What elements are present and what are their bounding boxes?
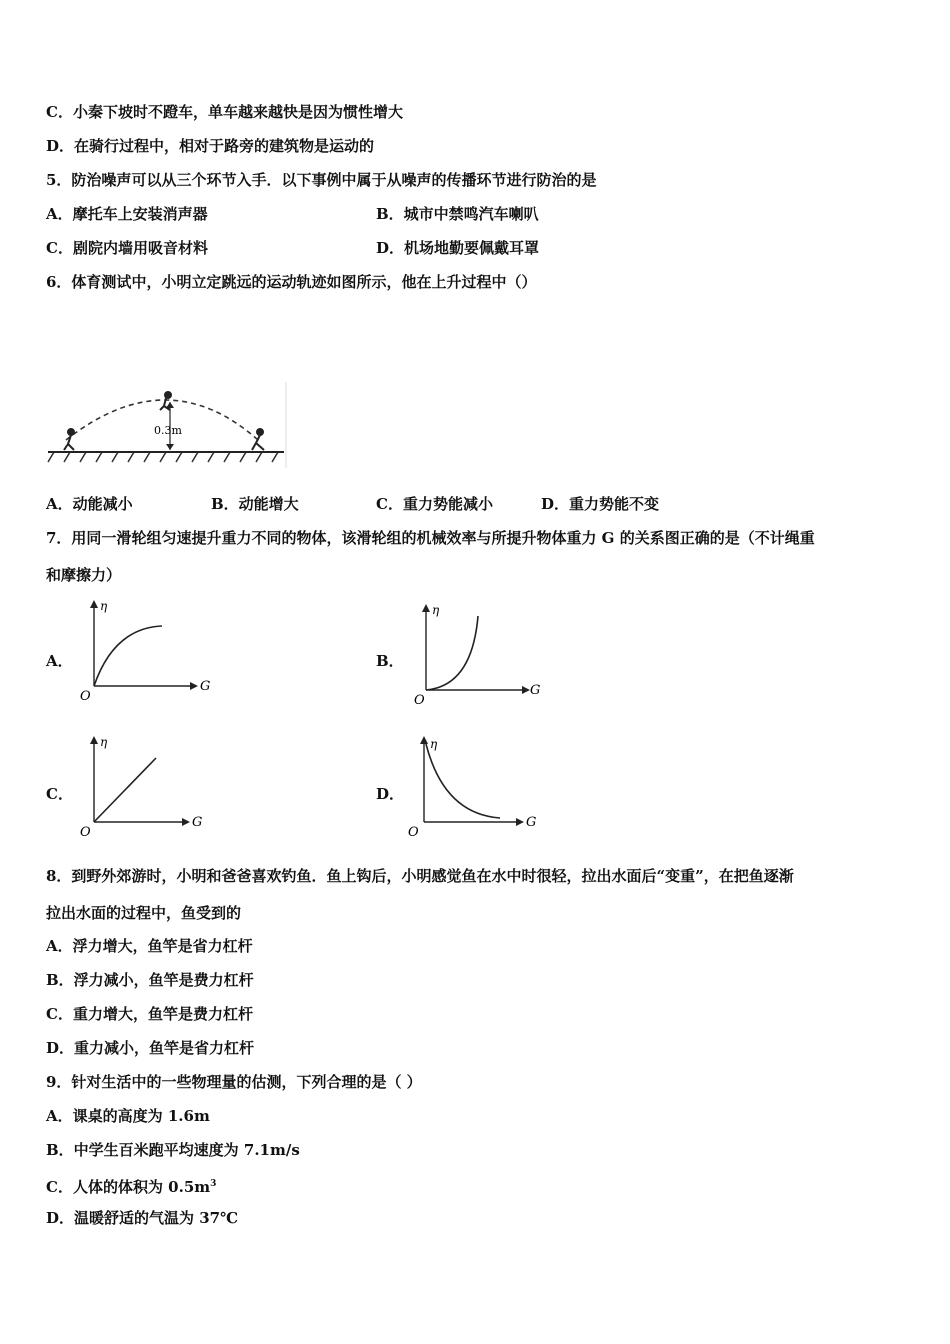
q6-option-c: C．重力势能减小 bbox=[376, 495, 493, 513]
q8-stem-line1: 8．到野外郊游时，小明和爸爸喜欢钓鱼．鱼上钩后，小明感觉鱼在水中时很轻，拉出水面后“变重”，在把鱼逐渐 bbox=[46, 867, 794, 885]
graph-b bbox=[406, 598, 546, 708]
graph-a-curve bbox=[94, 626, 162, 686]
q9-option-c-text: C．人体的体积为 0.5m bbox=[46, 1178, 211, 1196]
graph-d-label: D． bbox=[376, 785, 405, 803]
q6-option-a: A．动能减小 bbox=[46, 495, 133, 513]
graph-b-y-label: η bbox=[432, 603, 440, 617]
graph-b-origin: O bbox=[414, 693, 425, 708]
q7-stem-line2: 和摩擦力） bbox=[46, 566, 122, 584]
graph-c-origin: O bbox=[80, 825, 91, 840]
q6-option-d: D．重力势能不变 bbox=[541, 495, 660, 513]
graph-b-label: B． bbox=[376, 652, 404, 670]
height-label: 0.3m bbox=[154, 424, 182, 437]
graph-c-label: C． bbox=[46, 785, 73, 803]
q5-option-a: A．摩托车上安装消声器 bbox=[46, 205, 208, 223]
q6-stem: 6．体育测试中，小明立定跳远的运动轨迹如图所示，他在上升过程中（） bbox=[46, 273, 537, 291]
q4-option-d: D．在骑行过程中，相对于路旁的建筑物是运动的 bbox=[46, 137, 375, 155]
graph-a-x-label: G bbox=[200, 679, 211, 694]
q8-option-d: D．重力减小，鱼竿是省力杠杆 bbox=[46, 1039, 255, 1057]
graph-d-origin: O bbox=[408, 825, 419, 840]
q9-option-a: A．课桌的高度为 1.6m bbox=[46, 1107, 210, 1125]
q5-stem: 5．防治噪声可以从三个环节入手．以下事例中属于从噪声的传播环节进行防治的是 bbox=[46, 171, 597, 189]
long-jump-figure bbox=[44, 380, 290, 472]
graph-c-line bbox=[94, 758, 156, 822]
graph-d-y-label: η bbox=[430, 737, 438, 751]
q4-option-c: C．小秦下坡时不蹬车，单车越来越快是因为惯性增大 bbox=[46, 103, 403, 121]
q9-option-d: D．温暖舒适的气温为 37℃ bbox=[46, 1209, 239, 1227]
graph-d-curve bbox=[426, 744, 500, 818]
graph-a-origin: O bbox=[80, 689, 91, 704]
q5-option-b: B．城市中禁鸣汽车喇叭 bbox=[376, 205, 539, 223]
graph-d bbox=[404, 734, 544, 844]
q9-option-c bbox=[46, 1174, 216, 1197]
q7-stem-line1: 7．用同一滑轮组匀速提升重力不同的物体，该滑轮组的机械效率与所提升物体重力 G 的关系图正确的是（不计绳重 bbox=[46, 529, 815, 547]
graph-a-label: A． bbox=[46, 652, 73, 670]
q6-option-b: B．动能增大 bbox=[211, 495, 299, 513]
graph-a bbox=[74, 596, 214, 706]
q9-option-b: B．中学生百米跑平均速度为 7.1m/s bbox=[46, 1141, 300, 1159]
graph-c bbox=[76, 732, 216, 842]
graph-c-y-label: η bbox=[100, 735, 108, 749]
graph-a-y-label: η bbox=[100, 599, 108, 613]
q9-stem: 9．针对生活中的一些物理量的估测，下列合理的是（ ） bbox=[46, 1073, 422, 1091]
graph-c-x-label: G bbox=[192, 815, 203, 830]
q8-stem-line2: 拉出水面的过程中，鱼受到的 bbox=[46, 904, 242, 922]
q8-option-b: B．浮力减小，鱼竿是费力杠杆 bbox=[46, 971, 254, 989]
q8-option-c: C．重力增大，鱼竿是费力杠杆 bbox=[46, 1005, 253, 1023]
graph-b-curve bbox=[426, 616, 478, 690]
q5-option-c: C．剧院内墙用吸音材料 bbox=[46, 239, 208, 257]
graph-b-x-label: G bbox=[530, 683, 541, 698]
q5-option-d: D．机场地勤要佩戴耳罩 bbox=[376, 239, 540, 257]
q8-option-a: A．浮力增大，鱼竿是省力杠杆 bbox=[46, 937, 253, 955]
q9-option-c-superscript: 3 bbox=[210, 1179, 217, 1189]
graph-d-x-label: G bbox=[526, 815, 537, 830]
